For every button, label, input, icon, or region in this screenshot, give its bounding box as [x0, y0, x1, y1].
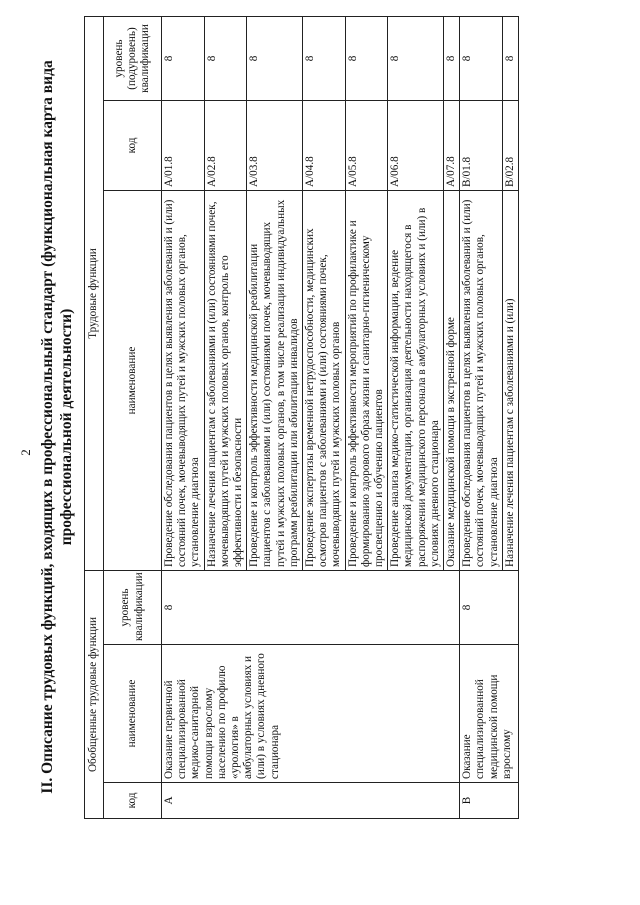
- code-column-header: код: [104, 783, 162, 819]
- function-code-cell: A/06.8: [388, 101, 444, 191]
- function-code-cell: A/02.8: [204, 101, 247, 191]
- name-column-header: наименование: [104, 645, 162, 783]
- function-level-cell: 8: [345, 17, 388, 101]
- function-name-cell: Проведение анализа медико-статистической информации, ведение медицинской документации, организация деятельности находящегося в распоряжении медицинского персонала в амбулаторных условиях и (или) в условиях дневного стационара: [388, 191, 444, 571]
- table-header: [85, 17, 162, 819]
- section-heading-line-1: II. Описание трудовых функций, входящих в профессиональный стандарт (функциональная карта вида: [39, 60, 56, 794]
- group-name-cell: Оказание первичной специализированной медико-санитарной помощи взрослому населению по профилю «урология» в амбулаторных условиях и (или) в условиях дневного стационара: [162, 645, 460, 783]
- group-name-cell: Оказание специализированной медицинской помощи взрослому: [460, 645, 519, 783]
- function-name-cell: Назначение лечения пациентам с заболеваниями и (или): [502, 191, 518, 571]
- table-body: [162, 17, 519, 819]
- function-level-cell: 8: [303, 17, 346, 101]
- function-level-cell: 8: [247, 17, 303, 101]
- table-row: [460, 17, 503, 819]
- function-code-cell: A/04.8: [303, 101, 346, 191]
- function-name-cell: Проведение обследования пациентов в целях выявления заболеваний и (или) состояний почек, мочевыводящих путей и мужских половых органов, установление диагноза: [162, 191, 205, 571]
- function-code-cell: B/01.8: [460, 101, 503, 191]
- function-code-cell: A/01.8: [162, 101, 205, 191]
- section-heading-line-2: профессиональной деятельности): [58, 308, 75, 546]
- function-level-cell: 8: [444, 17, 460, 101]
- function-name-cell: Проведение обследования пациентов в целях выявления заболеваний и (или) состояний почек, мочевыводящих путей и мужских половых органов, установление диагноза: [460, 191, 503, 571]
- function-name-cell: Оказание медицинской помощи в экстренной форме: [444, 191, 460, 571]
- function-name-cell: Проведение и контроль эффективности мероприятий по профилактике и формированию здорового образа жизни и санитарно-гигиеническому просвещению и обучению пациентов: [345, 191, 388, 571]
- labor-functions-header: Трудовые функции: [85, 17, 104, 571]
- table-row: [162, 17, 205, 819]
- function-code-cell: A/07.8: [444, 101, 460, 191]
- group-level-cell: 8: [460, 571, 519, 645]
- function-code-cell: A/05.8: [345, 101, 388, 191]
- function-level-cell: 8: [162, 17, 205, 101]
- function-level-cell: 8: [204, 17, 247, 101]
- function-code-cell: B/02.8: [502, 101, 518, 191]
- generalized-functions-header: Обобщенные трудовые функции: [85, 571, 104, 819]
- section-heading: [38, 27, 76, 827]
- level-column-header: уровень квалификации: [104, 571, 162, 645]
- function-name-cell: Проведение экспертизы временной нетрудоспособности, медицинских осмотров пациентов с заболеваниями и (или) состояниями почек, мочевыводящих путей и мужских половых органов: [303, 191, 346, 571]
- function-level-cell: 8: [460, 17, 503, 101]
- page-number: 2: [18, 449, 33, 456]
- group-level-cell: 8: [162, 571, 460, 645]
- group-code-cell: B: [460, 783, 519, 819]
- function-level-column-header: уровень (подуровень) квалификации: [104, 17, 162, 101]
- function-level-cell: 8: [502, 17, 518, 101]
- group-code-cell: A: [162, 783, 460, 819]
- function-code-cell: A/03.8: [247, 101, 303, 191]
- function-name-column-header: наименование: [104, 191, 162, 571]
- function-level-cell: 8: [388, 17, 444, 101]
- labor-functions-table: [84, 16, 519, 819]
- function-code-column-header: код: [104, 101, 162, 191]
- function-name-cell: Проведение и контроль эффективности медицинской реабилитации пациентов с заболеваниями и (или) состояниями почек, мочевыводящих путей и мужских половых органов, в том числе реализации индивидуальных программ реабилитации или абилитации инвалидов: [247, 191, 303, 571]
- function-name-cell: Назначение лечения пациентам с заболеваниями и (или) состояниями почек, мочевыводящих путей и мужских половых органов, контроль его эффективности и безопасности: [204, 191, 247, 571]
